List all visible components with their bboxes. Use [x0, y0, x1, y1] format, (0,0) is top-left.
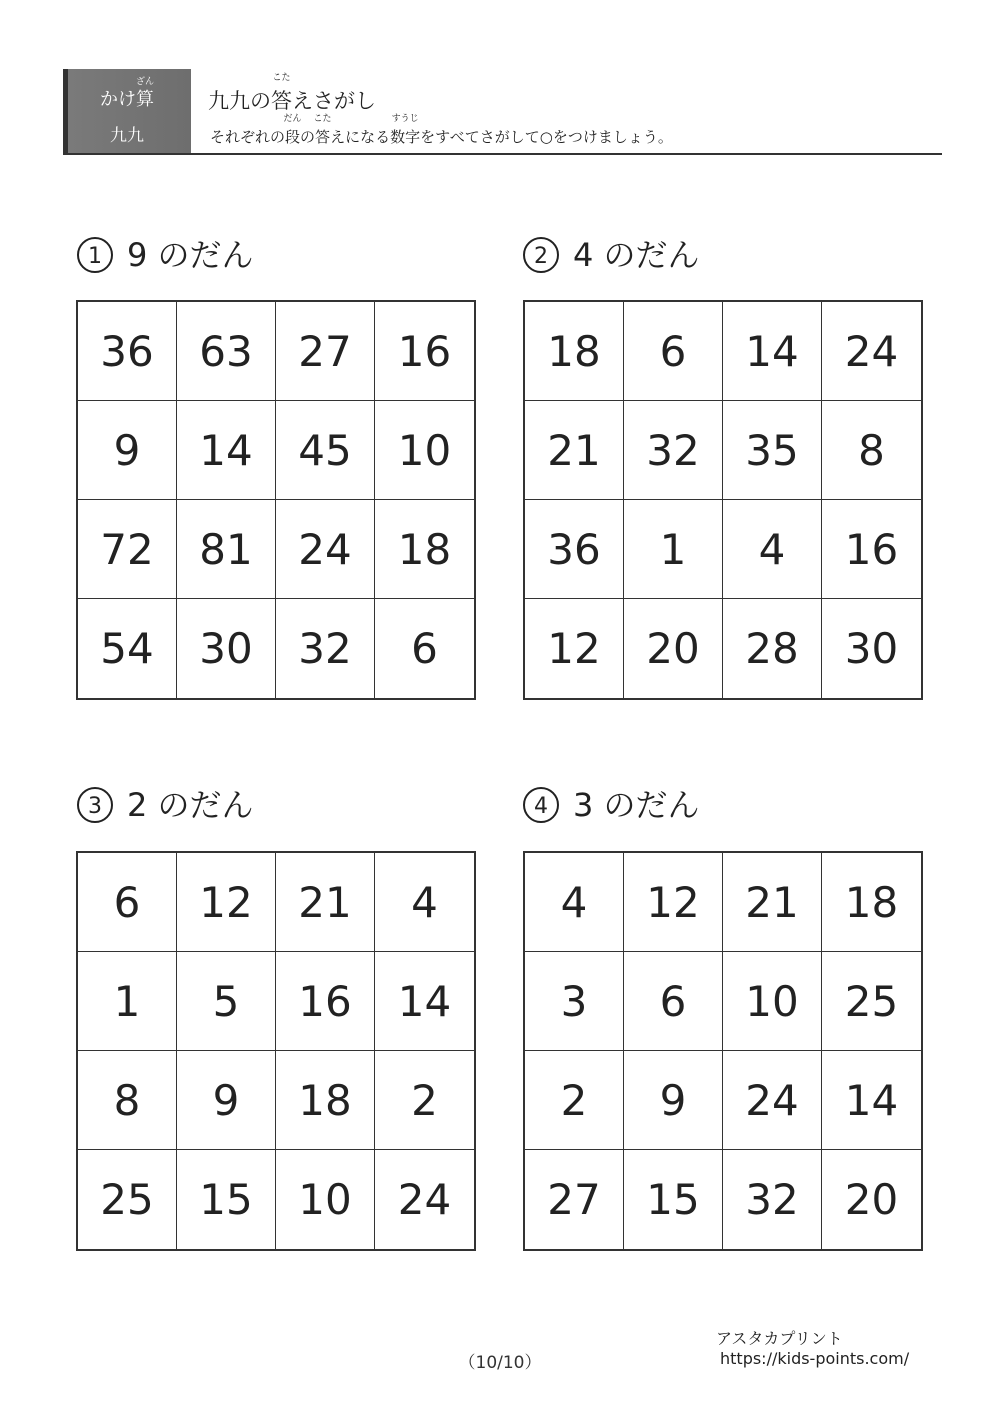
grid-cell[interactable]: 16: [276, 952, 375, 1051]
grid-cell[interactable]: 10: [276, 1150, 375, 1249]
grid-cell[interactable]: 45: [276, 401, 375, 500]
grid-cell[interactable]: 1: [78, 952, 177, 1051]
grid-cell[interactable]: 12: [624, 853, 723, 952]
instr-ruby: すうじ: [391, 114, 419, 124]
grid-cell[interactable]: 4: [525, 853, 624, 952]
section-number-circle: 4: [523, 787, 559, 823]
grid-cell[interactable]: 10: [375, 401, 474, 500]
grid-cell[interactable]: 2: [375, 1051, 474, 1150]
header-tab: [63, 69, 191, 155]
grid-cell[interactable]: 8: [822, 401, 921, 500]
section-title-2: [523, 231, 700, 275]
grid-cell[interactable]: 6: [624, 952, 723, 1051]
instr-kanji: [283, 114, 302, 147]
page-number: （10/10）: [458, 1353, 542, 1373]
instr-part: それぞれの: [210, 128, 286, 146]
grid-cell[interactable]: 16: [822, 500, 921, 599]
instr-ruby: こた: [313, 114, 332, 124]
number-grid-2: [523, 300, 923, 700]
grid-cell[interactable]: 54: [78, 599, 177, 698]
grid-cell[interactable]: 14: [822, 1051, 921, 1150]
title-kanji-text: 答: [271, 89, 292, 113]
credit-url[interactable]: https://kids-points.com/: [720, 1349, 910, 1368]
number-grid-4: [523, 851, 923, 1251]
grid-cell[interactable]: 32: [624, 401, 723, 500]
grid-cell[interactable]: 5: [177, 952, 276, 1051]
grid-cell[interactable]: 36: [78, 302, 177, 401]
grid-cell[interactable]: 18: [822, 853, 921, 952]
grid-cell[interactable]: 4: [375, 853, 474, 952]
grid-cell[interactable]: 30: [844, 624, 899, 673]
instr-kanji: [390, 114, 421, 147]
grid-cell[interactable]: 10: [723, 952, 822, 1051]
instr-part: をすべてさがして○をつけましょう。: [420, 128, 673, 146]
grid-cell[interactable]: 72: [78, 500, 177, 599]
grid-cell[interactable]: 14: [723, 302, 822, 401]
grid-cell[interactable]: 14: [375, 952, 474, 1051]
grid-cell[interactable]: 6: [78, 853, 177, 952]
tab-sub-label: 九九: [110, 126, 144, 146]
grid-cell[interactable]: 28: [723, 599, 822, 698]
grid-cell[interactable]: 20: [624, 599, 723, 698]
grid-cell[interactable]: 24: [276, 500, 375, 599]
grid-cell[interactable]: 32: [723, 1150, 822, 1249]
section-title-4: [523, 781, 700, 825]
section-title-1: [77, 231, 254, 275]
grid-cell[interactable]: 6: [624, 302, 723, 401]
title-post: えさがし: [292, 89, 376, 113]
section-label: 9 のだん: [127, 236, 254, 274]
section-label: 3 のだん: [573, 786, 700, 824]
grid-cell[interactable]: 21: [723, 853, 822, 952]
number-grid-3: [76, 851, 476, 1251]
grid-cell[interactable]: 6: [411, 624, 438, 673]
tab-main-kana: かけ: [100, 89, 136, 110]
header-divider: [63, 153, 942, 155]
grid-cell[interactable]: 30: [177, 599, 276, 698]
section-label: 2 のだん: [127, 786, 254, 824]
tab-main-label: [63, 77, 191, 111]
grid-cell[interactable]: 25: [822, 952, 921, 1051]
page-instructions: [210, 114, 673, 147]
page-title: [208, 73, 376, 115]
title-kanji: [271, 73, 292, 115]
grid-cell[interactable]: 24: [723, 1051, 822, 1150]
grid-cell[interactable]: 20: [844, 1175, 899, 1224]
grid-cell[interactable]: 27: [525, 1150, 624, 1249]
grid-cell[interactable]: 32: [276, 599, 375, 698]
grid-cell[interactable]: 3: [525, 952, 624, 1051]
grid-cell[interactable]: 25: [78, 1150, 177, 1249]
title-pre: 九九の: [208, 89, 271, 113]
grid-cell[interactable]: 2: [525, 1051, 624, 1150]
grid-cell[interactable]: 12: [177, 853, 276, 952]
grid-cell[interactable]: 12: [525, 599, 624, 698]
grid-cell[interactable]: 8: [78, 1051, 177, 1150]
grid-cell[interactable]: 35: [723, 401, 822, 500]
grid-cell[interactable]: 4: [723, 500, 822, 599]
tab-main-ruby: ざん: [135, 77, 155, 87]
grid-cell[interactable]: 16: [375, 302, 474, 401]
grid-cell[interactable]: 9: [624, 1051, 723, 1150]
tab-main-kanji: [135, 77, 155, 111]
section-label: 4 のだん: [573, 236, 700, 274]
section-title-3: [77, 781, 254, 825]
grid-cell[interactable]: 18: [276, 1051, 375, 1150]
credit-name: アスタカプリント: [716, 1329, 843, 1348]
grid-cell[interactable]: 21: [525, 401, 624, 500]
grid-cell[interactable]: 15: [177, 1150, 276, 1249]
section-number-circle: 2: [523, 237, 559, 273]
grid-cell[interactable]: 63: [177, 302, 276, 401]
instr-kanji: [313, 114, 332, 147]
grid-cell[interactable]: 24: [397, 1175, 452, 1224]
tab-main-kanji-text: 算: [136, 89, 154, 110]
grid-cell[interactable]: 24: [822, 302, 921, 401]
grid-cell[interactable]: 9: [177, 1051, 276, 1150]
grid-cell[interactable]: 1: [624, 500, 723, 599]
instr-ruby: だん: [283, 114, 302, 124]
number-grid-1: [76, 300, 476, 700]
instr-part: の: [300, 128, 316, 146]
grid-cell[interactable]: 27: [276, 302, 375, 401]
grid-cell[interactable]: 18: [525, 302, 624, 401]
instr-part: えになる: [330, 128, 391, 146]
grid-cell[interactable]: 15: [624, 1150, 723, 1249]
instr-kanji-text: 段: [285, 128, 301, 146]
grid-cell[interactable]: 81: [177, 500, 276, 599]
grid-cell[interactable]: 9: [78, 401, 177, 500]
section-number-circle: 1: [77, 237, 113, 273]
grid-cell[interactable]: 18: [375, 500, 474, 599]
instr-kanji-text: 答: [315, 128, 331, 146]
grid-cell[interactable]: 36: [525, 500, 624, 599]
section-number-circle: 3: [77, 787, 113, 823]
title-ruby: こた: [272, 73, 291, 83]
instr-kanji-text: 数字: [390, 128, 421, 146]
grid-cell[interactable]: 14: [177, 401, 276, 500]
grid-cell[interactable]: 21: [276, 853, 375, 952]
